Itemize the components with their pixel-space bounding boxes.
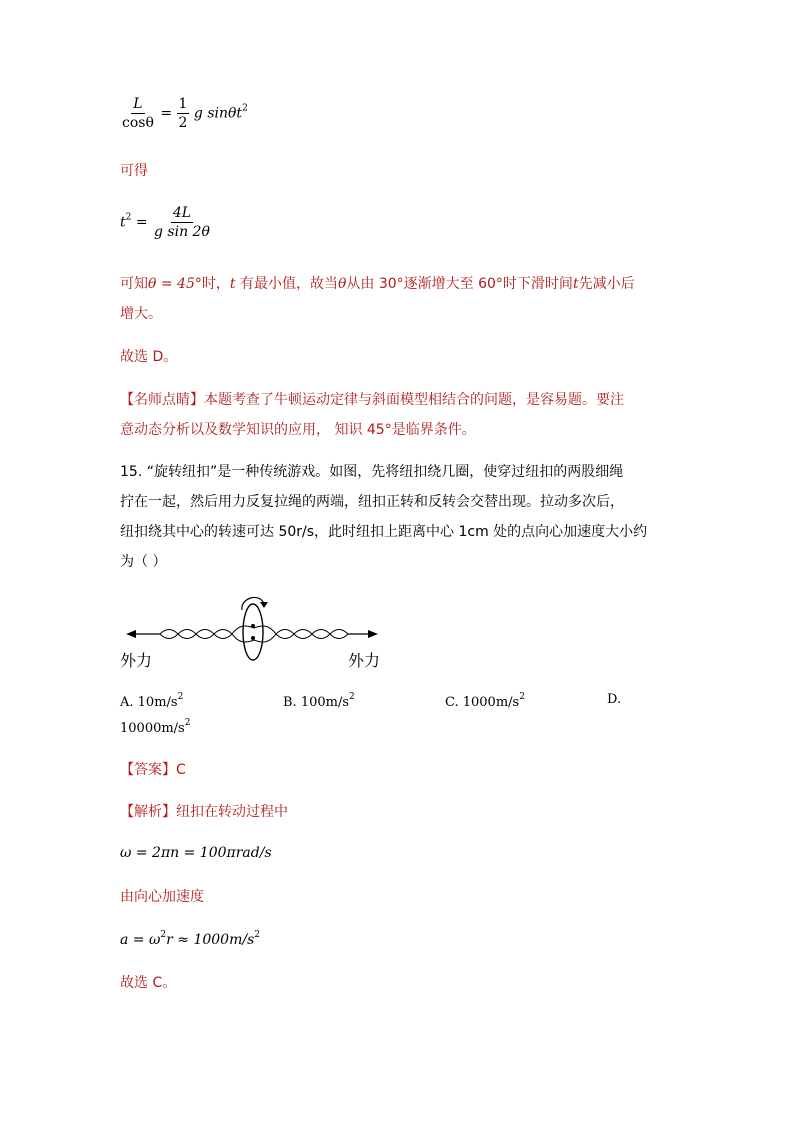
fraction-half <box>177 95 190 132</box>
question-15-line-3: 纽扣绕其中心的转速可达 50r/s，此时纽扣上距离中心 1cm 处的点向心加速度大小约 <box>120 524 648 540</box>
left-force-label: 外力 <box>120 651 153 670</box>
denominator: 2 <box>178 115 188 131</box>
text: 有最小值，故当 <box>235 276 338 292</box>
exponent: 2 <box>349 692 355 702</box>
option-d-label: D. <box>607 692 622 707</box>
paragraph-min-time-line2: 增大。 <box>120 306 162 322</box>
text-kede: 可得 <box>120 163 148 179</box>
equation-tail: g sinθt <box>193 105 243 122</box>
equals-sign: = <box>160 105 173 122</box>
exponent: 2 <box>177 692 184 702</box>
analysis: 【解析】纽扣在转动过程中 <box>120 804 288 820</box>
numerator: 1 <box>178 96 188 112</box>
variable-t: t <box>572 276 579 292</box>
exponent: 2 <box>519 692 525 702</box>
option-a <box>120 692 183 710</box>
question-15-line-1: 15. “旋转纽扣”是一种传统游戏。如图，先将纽扣绕几圈，使穿过纽扣的两股细绳 <box>120 464 624 480</box>
answer: 【答案】C <box>120 762 186 778</box>
denominator: cosθ <box>122 115 154 131</box>
equation-rest: r ≈ 1000m/s <box>166 932 255 948</box>
exponent: 2 <box>184 718 191 728</box>
question-15-line-2: 拧在一起，然后用力反复拉绳的两端，纽扣正转和反转会交替出现。拉动多次后， <box>120 494 624 510</box>
equation-1 <box>120 95 248 132</box>
option-c <box>445 692 525 710</box>
choose-c: 故选 C。 <box>120 975 177 991</box>
text: 可知 <box>120 276 148 292</box>
variable-t: t <box>229 276 236 292</box>
equation-2 <box>120 204 212 241</box>
rotation-arrow-head <box>260 602 268 608</box>
denominator: g sin 2θ <box>154 224 210 240</box>
right-arrow-head <box>368 630 378 638</box>
theta-value: θ = 45° <box>148 276 202 292</box>
option-c-text: C. 1000m/s <box>445 695 520 710</box>
equation-4 <box>120 930 260 948</box>
fraction-l-over-cos <box>120 95 156 132</box>
option-d-value <box>120 718 190 736</box>
option-a-text: A. 10m/s <box>120 695 178 710</box>
question-15-line-4: 为（ ） <box>120 554 167 570</box>
text-accel: 由向心加速度 <box>120 889 204 905</box>
fraction-4l <box>152 204 212 241</box>
exponent: 2 <box>160 930 167 940</box>
exponent: 2 <box>242 103 248 114</box>
exponent: 2 <box>125 212 132 223</box>
choose-d: 故选 D。 <box>120 349 178 365</box>
option-d <box>607 692 621 707</box>
option-d-text: 10000m/s <box>120 721 185 736</box>
numerator: 4L <box>172 205 192 221</box>
left-arrow-head <box>126 630 136 638</box>
button-ellipse <box>243 604 263 660</box>
lhs-variable: t <box>120 214 126 231</box>
option-b <box>283 692 355 710</box>
tip-line-1: 【名师点睛】本题考查了牛顿运动定律与斜面模型相结合的问题，是容易题。要注 <box>120 392 624 408</box>
button-hole-2 <box>251 636 255 640</box>
numerator: L <box>133 96 143 112</box>
option-b-text: B. 100m/s <box>283 695 350 710</box>
paragraph-min-time <box>120 273 635 293</box>
equation-3: ω = 2πn = 100πrad/s <box>120 845 272 861</box>
text: 从由 30°逐渐增大至 60°时下滑时间 <box>346 276 573 292</box>
exponent: 2 <box>254 930 261 940</box>
right-force-label: 外力 <box>348 651 381 670</box>
variable-theta: θ <box>337 276 347 292</box>
equals-sign: = <box>135 214 148 231</box>
tip-line-2: 意动态分析以及数学知识的应用， 知识 45°是临界条件。 <box>120 422 476 438</box>
text: 先减小后 <box>578 276 635 292</box>
equation-main: a = ω <box>120 932 161 948</box>
text: 时， <box>201 276 230 292</box>
